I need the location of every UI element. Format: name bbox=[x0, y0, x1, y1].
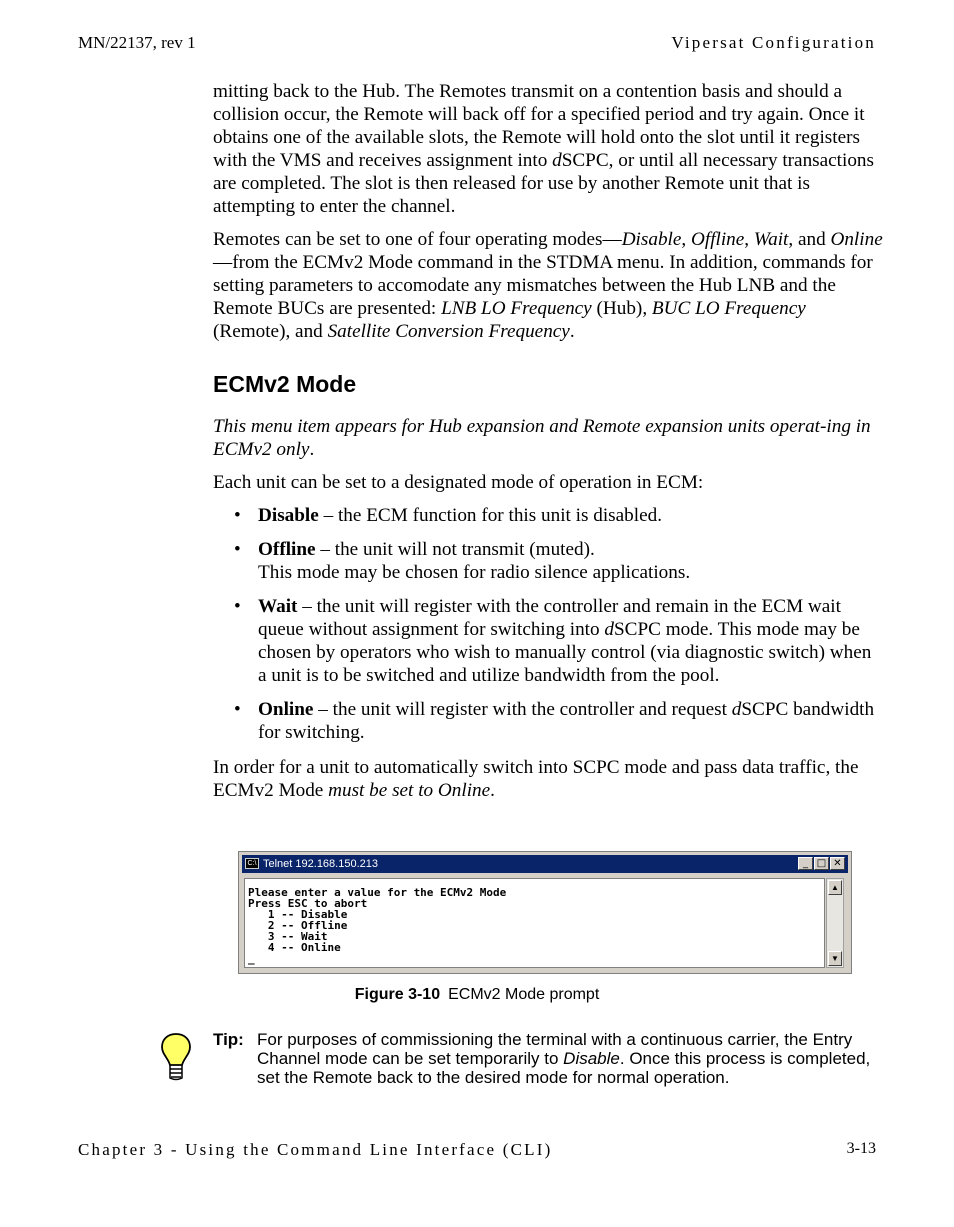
paragraph-2: Remotes can be set to one of four operating modes—Disable, Offline, Wait, and Online—from the ECMv2 Mode command in the STDMA menu. In addition, commands for setting parameters to accomodate any mismatches between the Hub LNB and the Remote BUCs are presented: LNB LO Frequency (Hub), BUC LO Frequency (Remote), and Satellite Conversion Frequency. bbox=[213, 229, 883, 342]
tip-note bbox=[213, 1030, 883, 1087]
closing-paragraph: In order for a unit to automatically switch into SCPC mode and pass data traffic, the ECMv2 Mode must be set to Online. bbox=[213, 757, 859, 801]
lead-sentence: Each unit can be set to a designated mode of operation in ECM: bbox=[213, 472, 704, 493]
list-item: • Online – the unit will register with the controller and request dSCPC bandwidth for switching. bbox=[234, 699, 875, 743]
telnet-titlebar[interactable] bbox=[242, 855, 848, 873]
maximize-button[interactable]: □ bbox=[814, 857, 829, 870]
lightbulb-icon bbox=[160, 1032, 192, 1082]
console-icon: C:\ bbox=[245, 858, 259, 869]
figure-caption: Figure 3-10 ECMv2 Mode prompt bbox=[354, 986, 600, 1003]
minimize-button[interactable]: _ bbox=[798, 857, 813, 870]
body-text bbox=[213, 80, 883, 812]
vertical-scrollbar[interactable] bbox=[826, 878, 844, 968]
page-number: 3-13 bbox=[846, 1140, 876, 1157]
mode-list bbox=[213, 504, 883, 744]
terminal-output: Please enter a value for the ECMv2 Mode Press ESC to abort 1 -- Disable 2 -- Offline 3 -- Wait 4 -- Online _ bbox=[248, 886, 507, 965]
list-item: • Disable – the ECM function for this unit is disabled. bbox=[234, 505, 662, 526]
scroll-up-icon[interactable]: ▲ bbox=[828, 880, 842, 895]
scroll-down-icon[interactable]: ▼ bbox=[828, 951, 842, 966]
tip-label: Tip: bbox=[213, 1030, 244, 1049]
header-doc-number: MN/22137, rev 1 bbox=[78, 33, 196, 52]
paragraph-1: mitting back to the Hub. The Remotes transmit on a contention basis and should a collision occur, the Remote will back off for a specified period and try again. Once it obtains one of the available slots, the Remote will hold onto the slot until it registers with the VMS and receives assignment into dSCPC, or until all necessary transactions are completed. The slot is then released for use by another Remote unit that is attempting to enter the channel. bbox=[213, 81, 874, 217]
section-title: ECMv2 Mode bbox=[213, 371, 357, 397]
window-title: Telnet 192.168.150.213 bbox=[263, 858, 378, 870]
intro-note: This menu item appears for Hub expansion and Remote expansion units operat-ing in ECMv2 only. bbox=[213, 416, 871, 460]
tip-text: For purposes of commissioning the terminal with a continuous carrier, the Entry Channel mode can be set temporarily to Disable. Once this process is completed, set the Remote back to the desired mode for normal operation. bbox=[257, 1030, 871, 1087]
header-section: Vipersat Configuration bbox=[671, 33, 876, 52]
terminal-screen[interactable] bbox=[244, 878, 825, 968]
telnet-window bbox=[238, 851, 852, 974]
list-item: • Offline – the unit will not transmit (muted). This mode may be chosen for radio silence applications. bbox=[234, 539, 691, 583]
list-item: • Wait – the unit will register with the controller and remain in the ECM wait queue without assignment for switching into dSCPC mode. This mode may be chosen by operators who wish to manually control (via diagnostic switch) when a unit is to be switched and utilize bandwidth from the pool. bbox=[234, 596, 872, 686]
footer-chapter: Chapter 3 - Using the Command Line Interface (CLI) bbox=[78, 1140, 553, 1159]
close-button[interactable]: ✕ bbox=[830, 857, 845, 870]
